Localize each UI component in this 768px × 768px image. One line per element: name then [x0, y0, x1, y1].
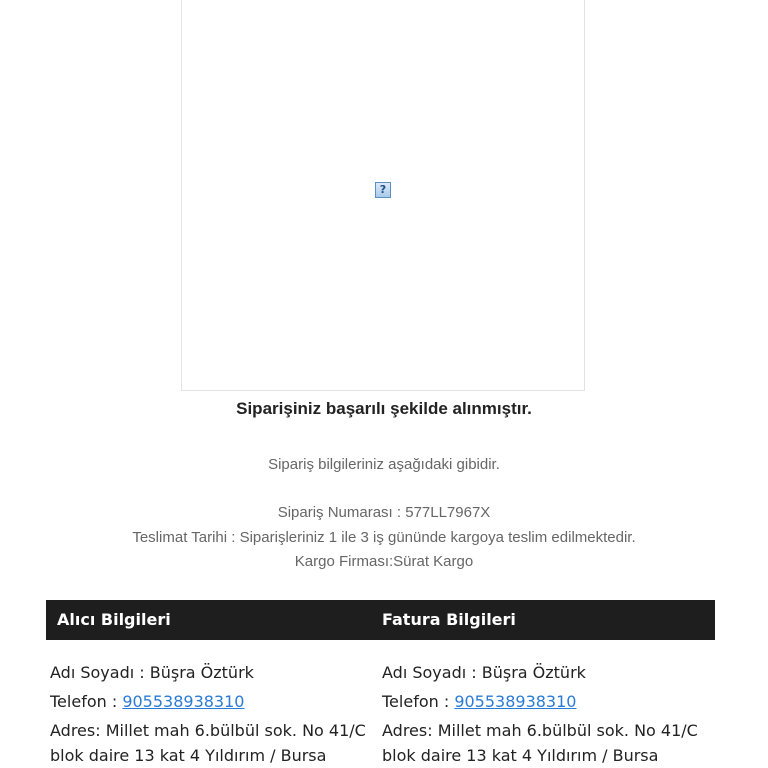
recipient-name: Adı Soyadı : Büşra Öztürk — [50, 663, 254, 682]
recipient-address: Adres: Millet mah 6.bülbül sok. No 41/C blok daire 13 kat 4 Yıldırım / Bursa — [50, 721, 366, 765]
recipient-phone-link[interactable]: 905538938310 — [122, 692, 245, 711]
recipient-phone-row — [50, 689, 375, 714]
info-section-header — [46, 600, 715, 640]
billing-address: Adres: Millet mah 6.bülbül sok. No 41/C blok daire 13 kat 4 Yıldırım / Bursa — [382, 721, 698, 765]
order-number: Sipariş Numarası : 577LL7967X — [277, 504, 491, 521]
billing-phone-link[interactable]: 905538938310 — [454, 692, 577, 711]
recipient-phone-label: Telefon : — [50, 692, 123, 711]
recipient-info-heading: Alıcı Bilgileri — [57, 610, 171, 629]
cargo-company: Kargo Firması:Sürat Kargo — [294, 553, 474, 570]
recipient-info — [50, 660, 375, 768]
delivery-date: Teslimat Tarihi : Siparişleriniz 1 ile 3 iş gününde kargoya teslim edilmektedir. — [132, 529, 636, 546]
billing-info-heading: Fatura Bilgileri — [382, 610, 516, 629]
billing-info — [382, 660, 707, 768]
billing-name: Adı Soyadı : Büşra Öztürk — [382, 663, 586, 682]
broken-image-icon: ? — [375, 182, 391, 198]
billing-phone-label: Telefon : — [382, 692, 455, 711]
billing-phone-row — [382, 689, 707, 714]
order-intro-text: Sipariş bilgileriniz aşağıdaki gibidir. — [268, 456, 500, 473]
order-success-headline: Siparişiniz başarılı şekilde alınmıştır. — [236, 399, 532, 418]
